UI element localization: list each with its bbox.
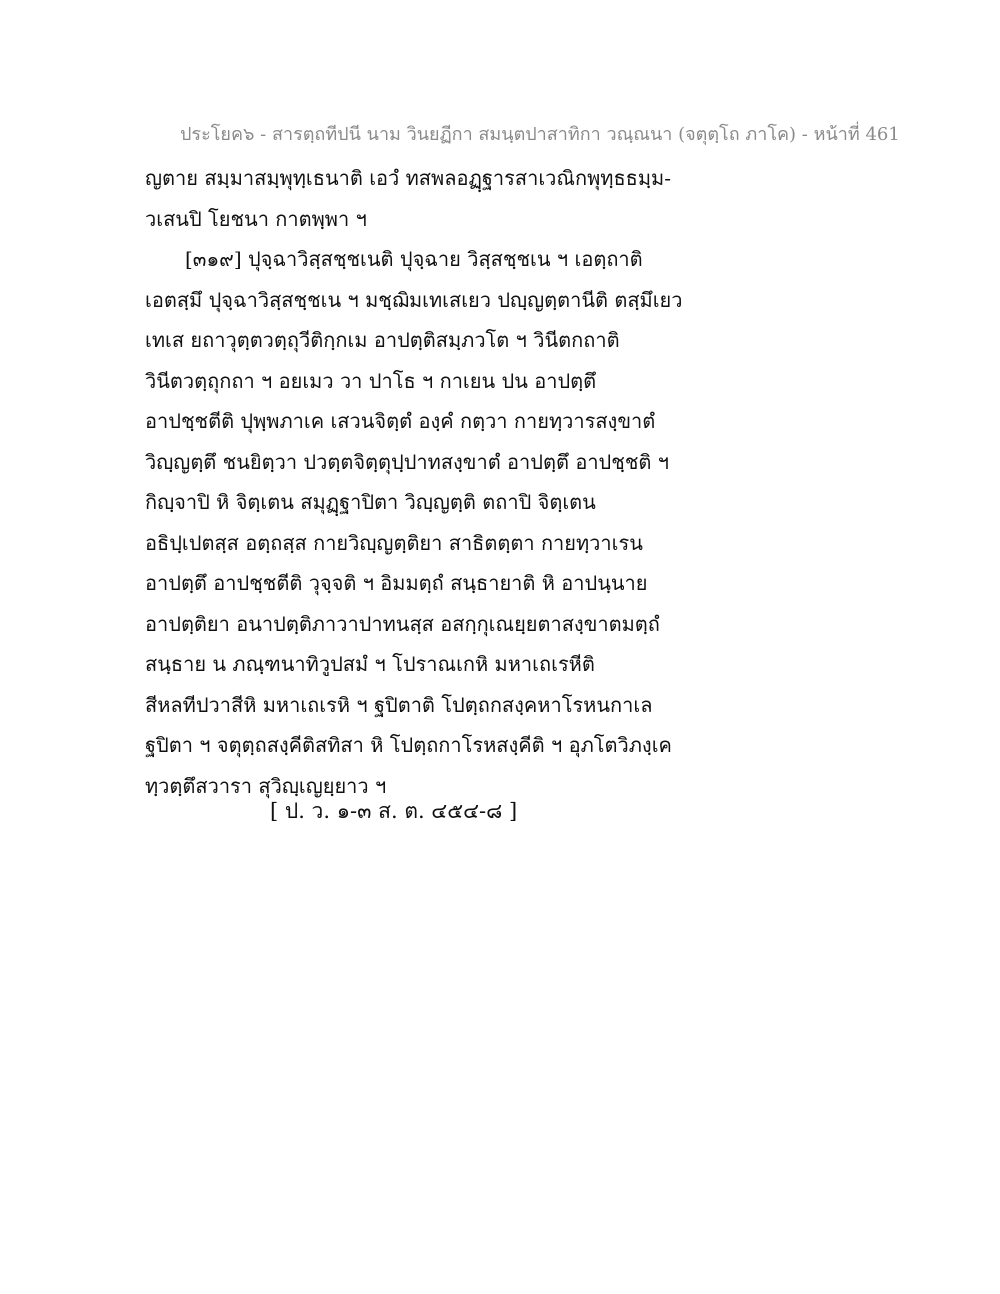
canon-reference: [ ป. ว. ๑-๓ ส. ต. ๔๕๔-๘ ]: [270, 799, 518, 823]
commentary-body: [145, 158, 705, 806]
text-line: อธิปฺเปตสฺส อตฺถสฺส กายวิญฺญตฺติยา สาธิตตฺตา กายทฺวาเรน: [145, 530, 643, 555]
text-line: สนฺธาย น ภณฺฑนาทิวูปสมํ ฯ โปราณเกหิ มหาเถเรหีติ: [145, 652, 595, 676]
text-line: ฐปิตา ฯ จตุตฺถสงฺคีติสทิสา หิ โปตฺถกาโรหสงฺคีติ ฯ อุภโตวิภงฺเค: [145, 733, 672, 757]
text-line: อาปชฺชตีติ ปุพฺพภาเค เสวนจิตฺตํ องฺคํ กตฺวา กายทฺวารสงฺขาตํ: [145, 409, 656, 433]
text-line: วเสนปิ โยชนา กาตพฺพา ฯ: [145, 206, 367, 231]
text-line: สีหลทีปวาสีหิ มหาเถเรหิ ฯ ฐปิตาติ โปตฺถกสงฺคหาโรหนกาเล: [145, 692, 653, 717]
text-line: วินีตวตฺถุกถา ฯ อยเมว วา ปาโธ ฯ กาเยน ปน อาปตฺตึ: [145, 368, 597, 393]
text-line: เอตสฺมึ ปุจฺฉาวิสฺสชฺชเน ฯ มชฺฌิมเทเสเยว ปญฺญตฺตานีติ ตสฺมึเยว: [145, 287, 683, 312]
text-line: อาปตฺติยา อนาปตฺติภาวาปาทนสฺส อสกฺกุเณยฺยตาสงฺขาตมตฺถํ: [145, 611, 660, 636]
text-line: อาปตฺตึ อาปชฺชตีติ วุจฺจติ ฯ อิมมตฺถํ สนฺธายาติ หิ อาปนฺนาย: [145, 571, 648, 595]
text-line: ทฺวตฺตึสวารา สุวิญฺเญยฺยาว ฯ: [145, 773, 387, 798]
text-line: ญตาย สมฺมาสมฺพุทฺเธนาติ เอวํ ทสพลอฏฺฐารสาเวณิกพุทฺธธมฺม-: [145, 166, 671, 190]
text-line: เทเส ยถาวุตฺตวตฺถุวีติกฺกเม อาปตฺติสมฺภวโต ฯ วินีตกถาติ: [145, 328, 620, 352]
text-line: วิญฺญตฺตึ ชนยิตฺวา ปวตฺตจิตฺตุปฺปาทสงฺขาตํ อาปตฺตึ อาปชฺชติ ฯ: [145, 449, 669, 474]
running-header: ประโยค๖ - สารตฺถทีปนี นาม วินยฏีกา สมนฺตปาสาทิกา วณฺณนา (จตุตฺโถ ภาโค) - หน้าที่ 461: [180, 124, 900, 145]
paragraph-start-line: [๓๑๙] ปุจฺฉาวิสฺสชฺชเนติ ปุจฺฉาย วิสฺสชฺชเน ฯ เอตฺถาติ: [185, 247, 643, 271]
text-line: กิญฺจาปิ หิ จิตฺเตน สมุฏฺฐาปิตา วิญฺญตฺติ ตถาปิ จิตฺเตน: [145, 490, 596, 514]
